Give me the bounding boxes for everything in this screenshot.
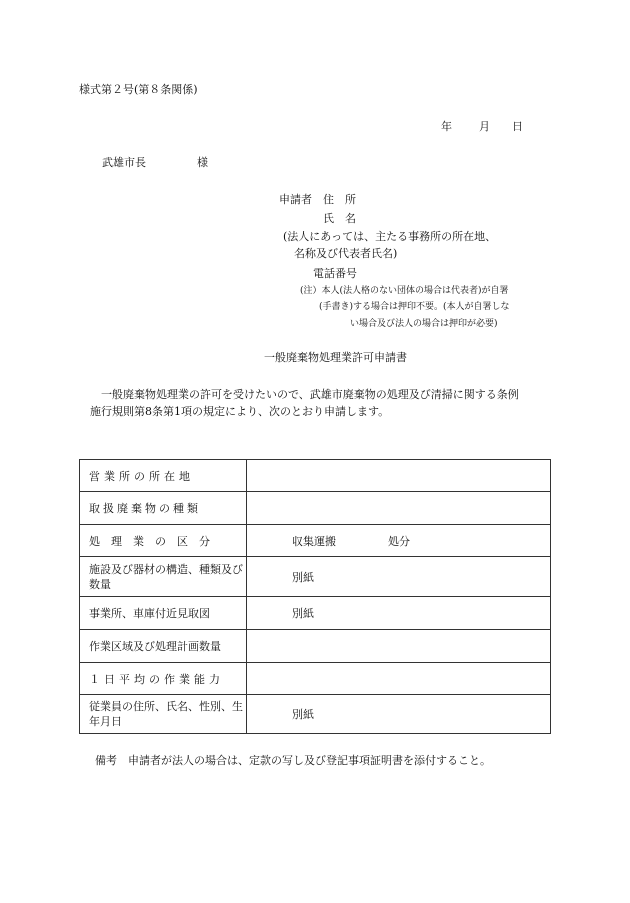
seal-note-line1: (注）本人(法人格のない団体の場合は代表者)が自署 — [300, 286, 509, 296]
date-month: 月 — [479, 120, 490, 133]
row-label-work-area: 作業区域及び処理計画数量 — [80, 630, 247, 663]
row-value-office-location[interactable] — [247, 460, 551, 492]
date-day: 日 — [512, 120, 523, 133]
corporation-note-line2: 名称及び代表者氏名) — [294, 247, 398, 260]
row-value-facilities: 別紙 — [247, 557, 551, 597]
date-year: 年 — [441, 120, 452, 133]
phone-label: 電話番号 — [313, 267, 357, 280]
row-value-employees: 別紙 — [247, 695, 551, 734]
table-row — [80, 630, 551, 663]
row-value-waste-type[interactable] — [247, 492, 551, 525]
seal-note-line3: い場合及び法人の場合は押印が必要) — [350, 319, 498, 329]
row-value-business-category — [247, 525, 551, 557]
option-collection-transport[interactable]: 収集運搬 — [292, 534, 336, 548]
body-text-line1: 一般廃棄物処理業の許可を受けたいので、武雄市廃棄物の処理及び清掃に関する条例 — [101, 388, 519, 401]
table-row — [80, 695, 551, 734]
address-label: 住 所 — [323, 193, 356, 206]
row-label-facilities: 施設及び器材の構造、種類及び数量 — [80, 557, 247, 597]
body-text-line2: 施行規則第8条第1項の規定により、次のとおり申請します。 — [90, 405, 390, 418]
addressee-name: 武雄市長 — [102, 156, 146, 169]
option-disposal[interactable]: 処分 — [388, 534, 410, 548]
seal-note-line2: (手書き)する場合は押印不要。(本人が自署しな — [319, 302, 510, 312]
row-value-work-area[interactable] — [247, 630, 551, 663]
row-label-daily-capacity: １日平均の作業能力 — [80, 663, 247, 695]
table-row — [80, 663, 551, 695]
name-label: 氏 名 — [323, 212, 356, 225]
table-row — [80, 525, 551, 557]
row-value-daily-capacity[interactable] — [247, 663, 551, 695]
row-label-office-map: 事業所、車庫付近見取図 — [80, 597, 247, 630]
table-row — [80, 460, 551, 492]
row-label-waste-type: 取扱廃棄物の種類 — [80, 492, 247, 525]
table-row — [80, 492, 551, 525]
row-label-office-location: 営業所の所在地 — [80, 460, 247, 492]
table-row — [80, 557, 551, 597]
row-value-office-map: 別紙 — [247, 597, 551, 630]
document-title: 一般廃棄物処理業許可申請書 — [264, 351, 407, 364]
remarks: 備考 申請者が法人の場合は、定款の写し及び登記事項証明書を添付すること。 — [95, 754, 491, 767]
addressee-honorific: 様 — [197, 156, 208, 169]
form-number: 様式第２号(第８条関係) — [79, 83, 198, 96]
corporation-note-line1: (法人にあっては、主たる事務所の所在地、 — [283, 230, 497, 243]
table-row — [80, 597, 551, 630]
row-label-business-category: 処理業の区分 — [80, 525, 247, 557]
row-label-employees: 従業員の住所、氏名、性別、生年月日 — [80, 695, 247, 734]
application-table — [79, 459, 551, 734]
applicant-label: 申請者 — [279, 193, 312, 206]
